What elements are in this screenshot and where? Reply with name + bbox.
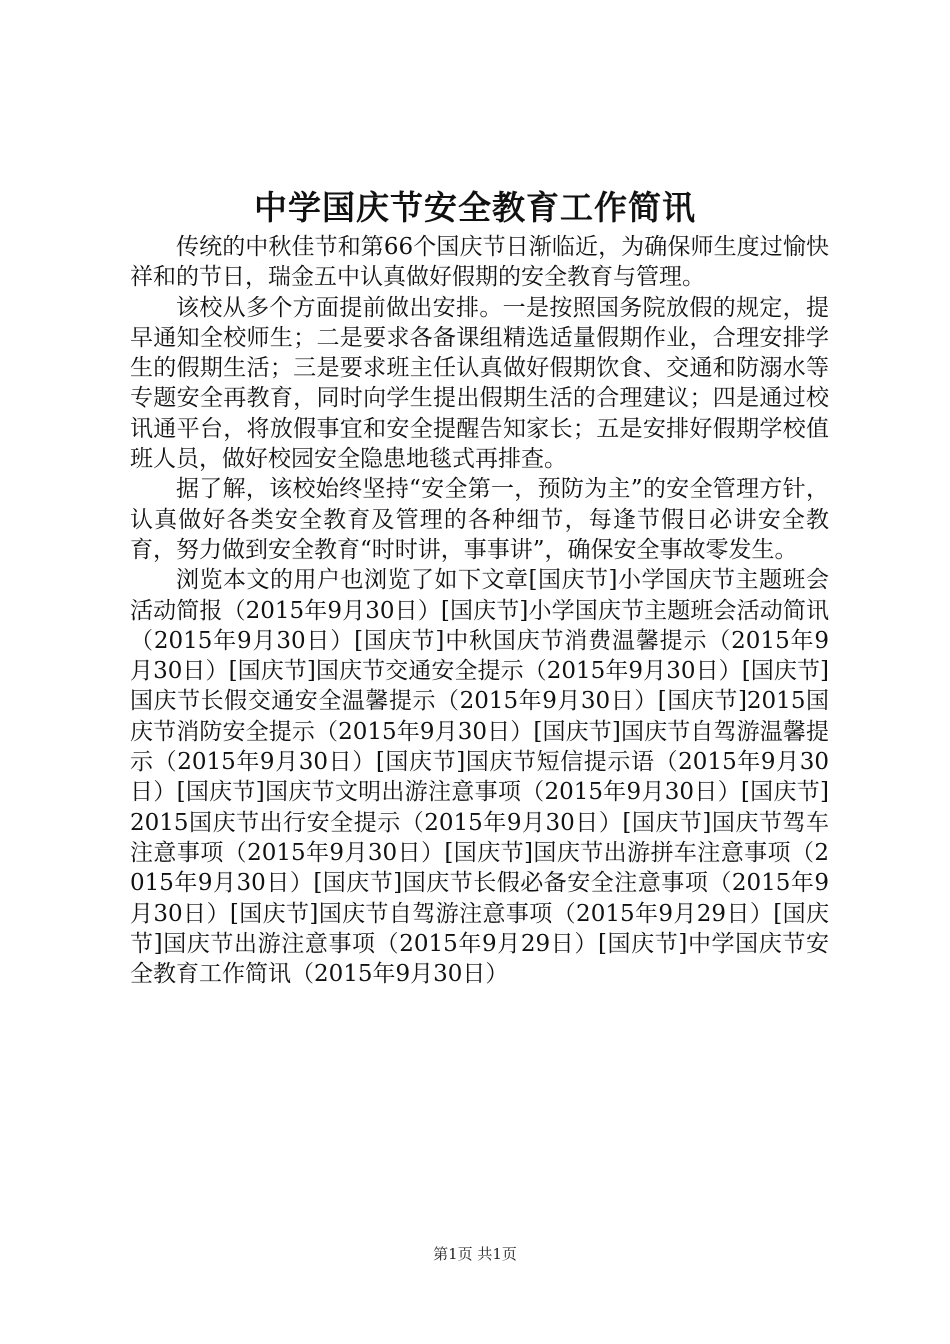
document-body <box>130 232 829 989</box>
paragraph-intro: 传统的中秋佳节和第66个国庆节日渐临近，为确保师生度过愉快祥和的节日，瑞金五中认真做好假期的安全教育与管理。 <box>130 234 829 291</box>
paragraph-policy: 据了解，该校始终坚持“安全第一，预防为主”的安全管理方针，认真做好各类安全教育及管理的各种细节，每逢节假日必讲安全教育，努力做到安全教育“时时讲，事事讲”，确保安全事故零发生。 <box>130 476 829 563</box>
paragraph-related-articles: 浏览本文的用户也浏览了如下文章[国庆节]小学国庆节主题班会活动简报（2015年9月30日）[国庆节]小学国庆节主题班会活动简讯（2015年9月30日）[国庆节]中秋国庆节消费温馨提示（2015年9月30日）[国庆节]国庆节交通安全提示（2015年9月30日）[国庆节]国庆节长假交通安全温馨提示（2015年9月30日）[国庆节]2015国庆节消防安全提示（2015年9月30日）[国庆节]国庆节自驾游温馨提示（2015年9月30日）[国庆节]国庆节短信提示语（2015年9月30日）[国庆节]国庆节文明出游注意事项（2015年9月30日）[国庆节]2015国庆节出行安全提示（2015年9月30日）[国庆节]国庆节驾车注意事项（2015年9月30日）[国庆节]国庆节出游拼车注意事项（2015年9月30日）[国庆节]国庆节长假必备安全注意事项（2015年9月30日）[国庆节]国庆节自驾游注意事项（2015年9月29日）[国庆节]国庆节出游注意事项（2015年9月29日）[国庆节]中学国庆节安全教育工作简讯（2015年9月30日） <box>130 567 830 988</box>
paragraph-arrangements: 该校从多个方面提前做出安排。一是按照国务院放假的规定，提早通知全校师生；二是要求各备课组精选适量假期作业，合理安排学生的假期生活；三是要求班主任认真做好假期饮食、交通和防溺水等专题安全再教育，同时向学生提出假期生活的合理建议；四是通过校讯通平台，将放假事宜和安全提醒告知家长；五是安排好假期学校值班人员，做好校园安全隐患地毯式再排查。 <box>130 294 829 473</box>
document-title: 中学国庆节安全教育工作简讯 <box>254 188 696 227</box>
page-footer: 第1页 共1页 <box>433 1245 517 1263</box>
